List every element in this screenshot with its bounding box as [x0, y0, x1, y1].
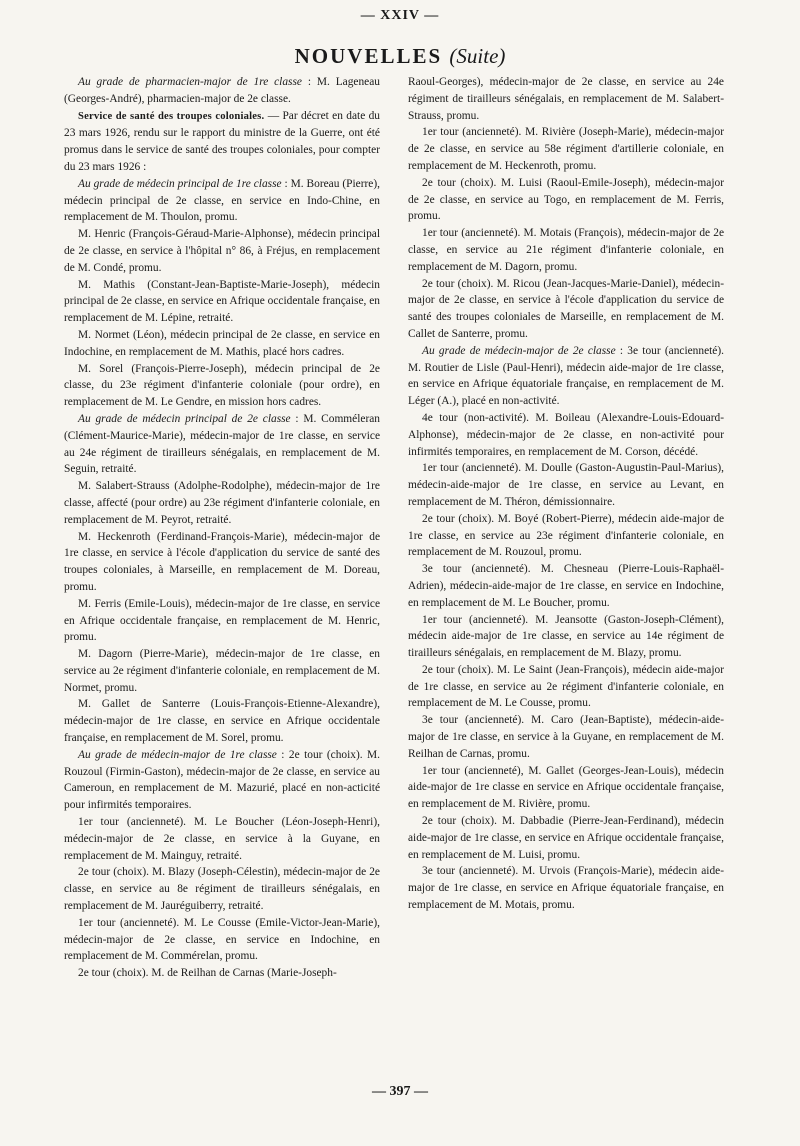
paragraph: M. Henric (François-Géraud-Marie-Alphonse), médecin principal de 2e classe, en service à l'hôpital n° 86, à Fréjus, en remplacement de M. Condé, promu.	[64, 228, 380, 274]
page-number: — 397 —	[372, 1084, 428, 1099]
paragraph: M. Gallet de Santerre (Louis-François-Etienne-Alexandre), médecin-major de 1re classe, en service en Afrique occidentale française, en remplacement de M. Sorel, promu.	[64, 698, 380, 745]
paragraph: 1er tour (ancienneté). M. Le Cousse (Emile-Victor-Jean-Marie), médecin-major de 2e classe, en service en Indochine, en remplacement de M. Commérelan, promu.	[64, 916, 380, 963]
paragraph: 2e tour (choix). M. Boyé (Robert-Pierre), médecin aide-major de 1re classe, en service au 23e régiment d'infanterie coloniale, en remplacement de M. Rouzoul, promu.	[408, 512, 724, 559]
grade-heading: Au grade de pharmacien-major de 1re classe	[78, 76, 302, 88]
paragraph: M. Sorel (François-Pierre-Joseph), médecin principal de 2e classe, du 23e régiment d'infanterie coloniale (pour ordre), en remplacement de M. Le Gendre, en mission hors cadres.	[64, 362, 380, 409]
paragraph: 2e tour (choix). M. Le Saint (Jean-François), médecin aide-major de 1re classe, en service au 2e régiment d'infanterie coloniale, en remplacement de M. Le Cousse, promu.	[408, 663, 724, 710]
running-head: — XXIV —	[360, 8, 440, 23]
paragraph: Service de santé des troupes coloniales. — Par décret en date du 23 mars 1926, rendu sur le rapport du ministre de la Guerre, ont été promus dans le service de santé des troupes coloniales, pour compter du 23 mars 1926 :	[64, 109, 380, 173]
left-column	[64, 74, 380, 982]
paragraph: 1er tour (ancienneté). M. Jeansotte (Gaston-Joseph-Clément), médecin aide-major de 1re classe, en service au 14e régiment de tirailleurs sénégalais, en remplacement de M. Blazy, promu.	[408, 613, 724, 660]
grade-heading: Au grade de médecin principal de 2e classe	[78, 412, 291, 425]
paragraph: 4e tour (non-activité). M. Boileau (Alexandre-Louis-Edouard-Alphonse), médecin-major de 2e classe, en non-activité pour infirmités temporaires, en remplacement de M. Corson, décédé.	[408, 411, 724, 458]
paragraph: M. Normet (Léon), médecin principal de 2e classe, en service en Indochine, en remplacement de M. Mathis, placé hors cadres.	[64, 328, 380, 358]
paragraph: 2e tour (choix). M. de Reilhan de Carnas (Marie-Joseph-	[78, 967, 337, 980]
paragraph: 3e tour (ancienneté). M. Caro (Jean-Baptiste), médecin-aide-major de 1re classe, en service à la Guyane, en remplacement de M. Reilhan de Carnas, promu.	[408, 714, 724, 760]
paragraph: 1er tour (ancienneté), M. Gallet (Georges-Jean-Louis), médecin aide-major de 1re classe en service en Afrique occidentale française, en remplacement de M. Rivière, promu.	[408, 764, 724, 811]
paragraph: Au grade de médecin-major de 2e classe : 3e tour (ancienneté). M. Routier de Lisle (Paul-Henri), médecin aide-major de 1re classe, en service en Afrique équatoriale française, en remplacement de M. Léger (A.), placé en non-activité.	[408, 344, 724, 408]
paragraph: 2e tour (choix). M. Luisi (Raoul-Emile-Joseph), médecin-major de 2e classe, en service au Togo, en remplacement de M. Ferris, promu.	[408, 176, 724, 223]
paragraph-continued: Raoul-Georges), médecin-major de 2e classe, en service au 24e régiment de tirailleurs sénégalais, en remplacement de M. Salabert-Strauss, promu.	[408, 76, 724, 122]
paragraph: M. Heckenroth (Ferdinand-François-Marie), médecin-major de 1re classe, en service à l'école d'application du service de santé des troupes coloniales, à Marseille, en remplacement de M. Doreau, promu.	[64, 530, 380, 593]
grade-heading: Au grade de médecin-major de 1re classe	[78, 748, 277, 761]
paragraph: 1er tour (ancienneté). M. Rivière (Joseph-Marie), médecin-major de 2e classe, en service au 58e régiment d'artillerie coloniale, en remplacement de M. Heckenroth, promu.	[408, 126, 724, 172]
paragraph: 3e tour (ancienneté). M. Urvois (François-Marie), médecin aide-major de 1re classe, en service en Afrique équatoriale française, en remplacement de M. Motais, promu.	[408, 865, 724, 912]
paragraph: M. Ferris (Emile-Louis), médecin-major de 1re classe, en service en Afrique occidentale française, en remplacement de M. Henric, promu.	[64, 597, 380, 644]
title-main: NOUVELLES	[294, 44, 443, 68]
paragraph: Au grade de médecin principal de 2e classe : M. Comméleran (Clément-Maurice-Marie), médecin-major de 1re classe, en service au 24e régiment de tirailleurs sénégalais, en remplacement de M. Seguin, retraité.	[64, 412, 380, 476]
paragraph: Au grade de médecin principal de 1re classe : M. Boreau (Pierre), médecin principal de 2e classe, en service en Indo-Chine, en remplacement de M. Thoulon, promu.	[64, 177, 380, 224]
grade-heading: Au grade de médecin principal de 1re classe	[78, 177, 282, 190]
paragraph: M. Mathis (Constant-Jean-Baptiste-Marie-Joseph), médecin principal de 2e classe, en service en Afrique occidentale française, en remplacement de M. Lépine, retraité.	[64, 278, 380, 325]
paragraph: 1er tour (ancienneté). M. Motais (François), médecin-major de 2e classe, en service au 21e régiment d'infanterie coloniale, en remplacement de M. Dagorn, promu.	[408, 227, 724, 273]
section-title	[0, 44, 800, 69]
paragraph: 2e tour (choix). M. Blazy (Joseph-Célestin), médecin-major de 2e classe, en service au 8e régiment de tirailleurs sénégalais, en remplacement de M. Jauréguiberry, retraité.	[64, 866, 380, 913]
paragraph: 1er tour (ancienneté). M. Le Boucher (Léon-Joseph-Henri), médecin-major de 2e classe, en service à la Guyane, en remplacement de M. Mainguy, retraité.	[64, 816, 380, 862]
paragraph: 1er tour (ancienneté). M. Doulle (Gaston-Augustin-Paul-Marius), médecin-aide-major de 1re classe, en service au Levant, en remplacement de M. Théron, démissionnaire.	[408, 462, 724, 508]
service-heading: Service de santé des troupes coloniales.	[78, 110, 265, 122]
paragraph: 3e tour (ancienneté). M. Chesneau (Pierre-Louis-Raphaël-Adrien), médecin-aide-major de 1re classe, en service en Indochine, en remplacement de M. Le Boucher, promu.	[408, 563, 724, 609]
title-suite: (Suite)	[449, 44, 506, 68]
right-column	[408, 74, 724, 914]
paragraph: Au grade de médecin-major de 1re classe : 2e tour (choix). M. Rouzoul (Firmin-Gaston), médecin-major de 2e classe, en service au Cameroun, en remplacement de M. Mazurié, placé en non-acticité pour infirmités temporaires.	[64, 748, 381, 812]
grade-heading: Au grade de médecin-major de 2e classe	[422, 344, 616, 357]
paragraph: M. Salabert-Strauss (Adolphe-Rodolphe), médecin-major de 1re classe, affecté (pour ordre) au 23e régiment d'infanterie coloniale, en remplacement de M. Peyrot, retraité.	[64, 480, 380, 526]
paragraph: 2e tour (choix). M. Dabbadie (Pierre-Jean-Ferdinand), médecin aide-major de 1re classe, en service en Afrique occidentale française, en remplacement de M. Luisi, promu.	[408, 815, 724, 861]
paragraph: Au grade de pharmacien-major de 1re classe : M. Lageneau (Georges-André), pharmacien-major de 2e classe.	[64, 76, 380, 105]
paragraph: M. Dagorn (Pierre-Marie), médecin-major de 1re classe, en service au 2e régiment d'infanterie coloniale, en remplacement de M. Normet, promu.	[64, 648, 380, 694]
paragraph: 2e tour (choix). M. Ricou (Jean-Jacques-Marie-Daniel), médecin-major de 2e classe, en service à l'école d'application du service de santé des troupes coloniales de Marseille, en remplacement de M. Callet de Santerre, promu.	[408, 277, 724, 340]
